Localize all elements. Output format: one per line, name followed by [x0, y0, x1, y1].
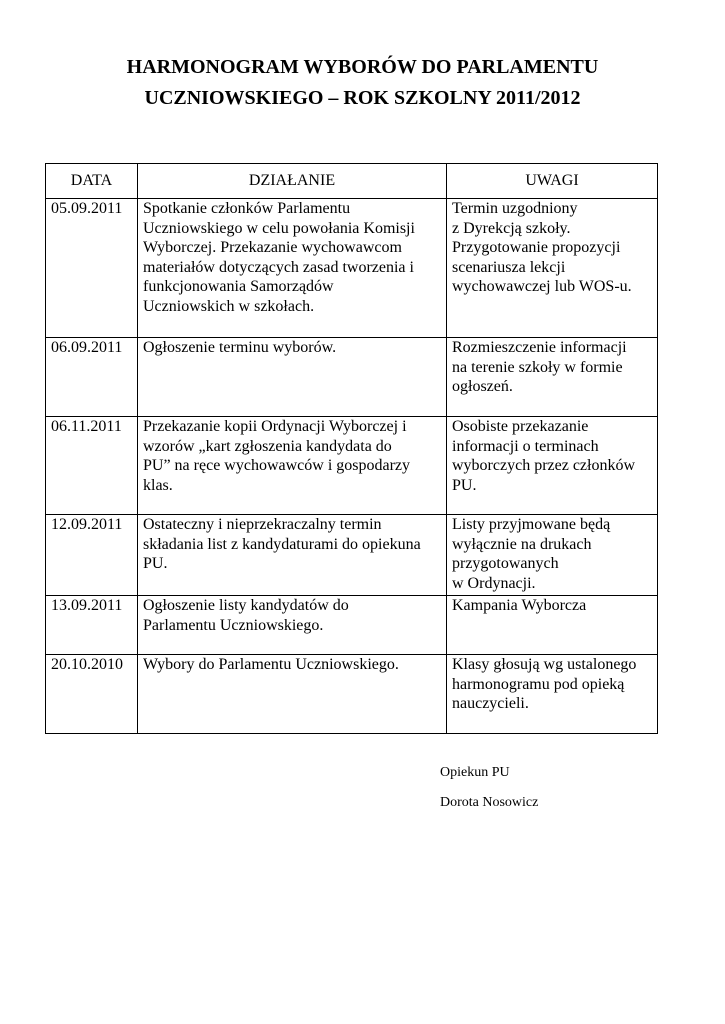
- row-date: 05.09.2011: [46, 199, 138, 338]
- document-title: [0, 52, 725, 114]
- table-row: [46, 417, 658, 515]
- election-schedule-table: [45, 163, 658, 734]
- row-action: Ogłoszenie terminu wyborów.: [138, 338, 447, 417]
- row-notes: Termin uzgodniony z Dyrekcją szkoły. Przygotowanie propozycji scenariusza lekcji wychowawczej lub WOS-u.: [447, 199, 658, 338]
- row-date: 06.09.2011: [46, 338, 138, 417]
- row-action: Wybory do Parlamentu Uczniowskiego.: [138, 655, 447, 734]
- table-row: [46, 655, 658, 734]
- column-header-date: DATA: [46, 164, 138, 199]
- row-action: Ogłoszenie listy kandydatów do Parlamentu Uczniowskiego.: [138, 596, 447, 655]
- row-notes: Kampania Wyborcza: [447, 596, 658, 655]
- row-date: 12.09.2011: [46, 515, 138, 596]
- row-notes: Osobiste przekazanie informacji o terminach wyborczych przez członków PU.: [447, 417, 658, 515]
- table-row: [46, 596, 658, 655]
- row-date: 20.10.2010: [46, 655, 138, 734]
- column-header-action: DZIAŁANIE: [138, 164, 447, 199]
- table-row: [46, 338, 658, 417]
- table-row: [46, 515, 658, 596]
- row-notes: Listy przyjmowane będą wyłącznie na drukach przygotowanych w Ordynacji.: [447, 515, 658, 596]
- title-line-1: HARMONOGRAM WYBORÓW DO PARLAMENTU: [126, 56, 599, 78]
- row-action: Przekazanie kopii Ordynacji Wyborczej i wzorów „kart zgłoszenia kandydata do PU” na ręce wychowawców i gospodarzy klas.: [138, 417, 447, 515]
- signature-role: Opiekun PU: [440, 765, 510, 780]
- row-notes: Klasy głosują wg ustalonego harmonogramu pod opieką nauczycieli.: [447, 655, 658, 734]
- title-line-2: UCZNIOWSKIEGO – ROK SZKOLNY 2011/2012: [144, 87, 581, 109]
- row-notes: Rozmieszczenie informacji na terenie szkoły w formie ogłoszeń.: [447, 338, 658, 417]
- row-action: Ostateczny i nieprzekraczalny termin składania list z kandydaturami do opiekuna PU.: [138, 515, 447, 596]
- table-row: [46, 199, 658, 338]
- column-header-notes: UWAGI: [447, 164, 658, 199]
- row-date: 06.11.2011: [46, 417, 138, 515]
- row-action: Spotkanie członków Parlamentu Uczniowskiego w celu powołania Komisji Wyborczej. Przekazanie wychowawcom materiałów dotyczących zasad tworzenia i funkcjonowania Samorządów Uczniowskich w szkołach.: [138, 199, 447, 338]
- row-date: 13.09.2011: [46, 596, 138, 655]
- table-header-row: [46, 164, 658, 199]
- signature-name: Dorota Nosowicz: [440, 795, 539, 810]
